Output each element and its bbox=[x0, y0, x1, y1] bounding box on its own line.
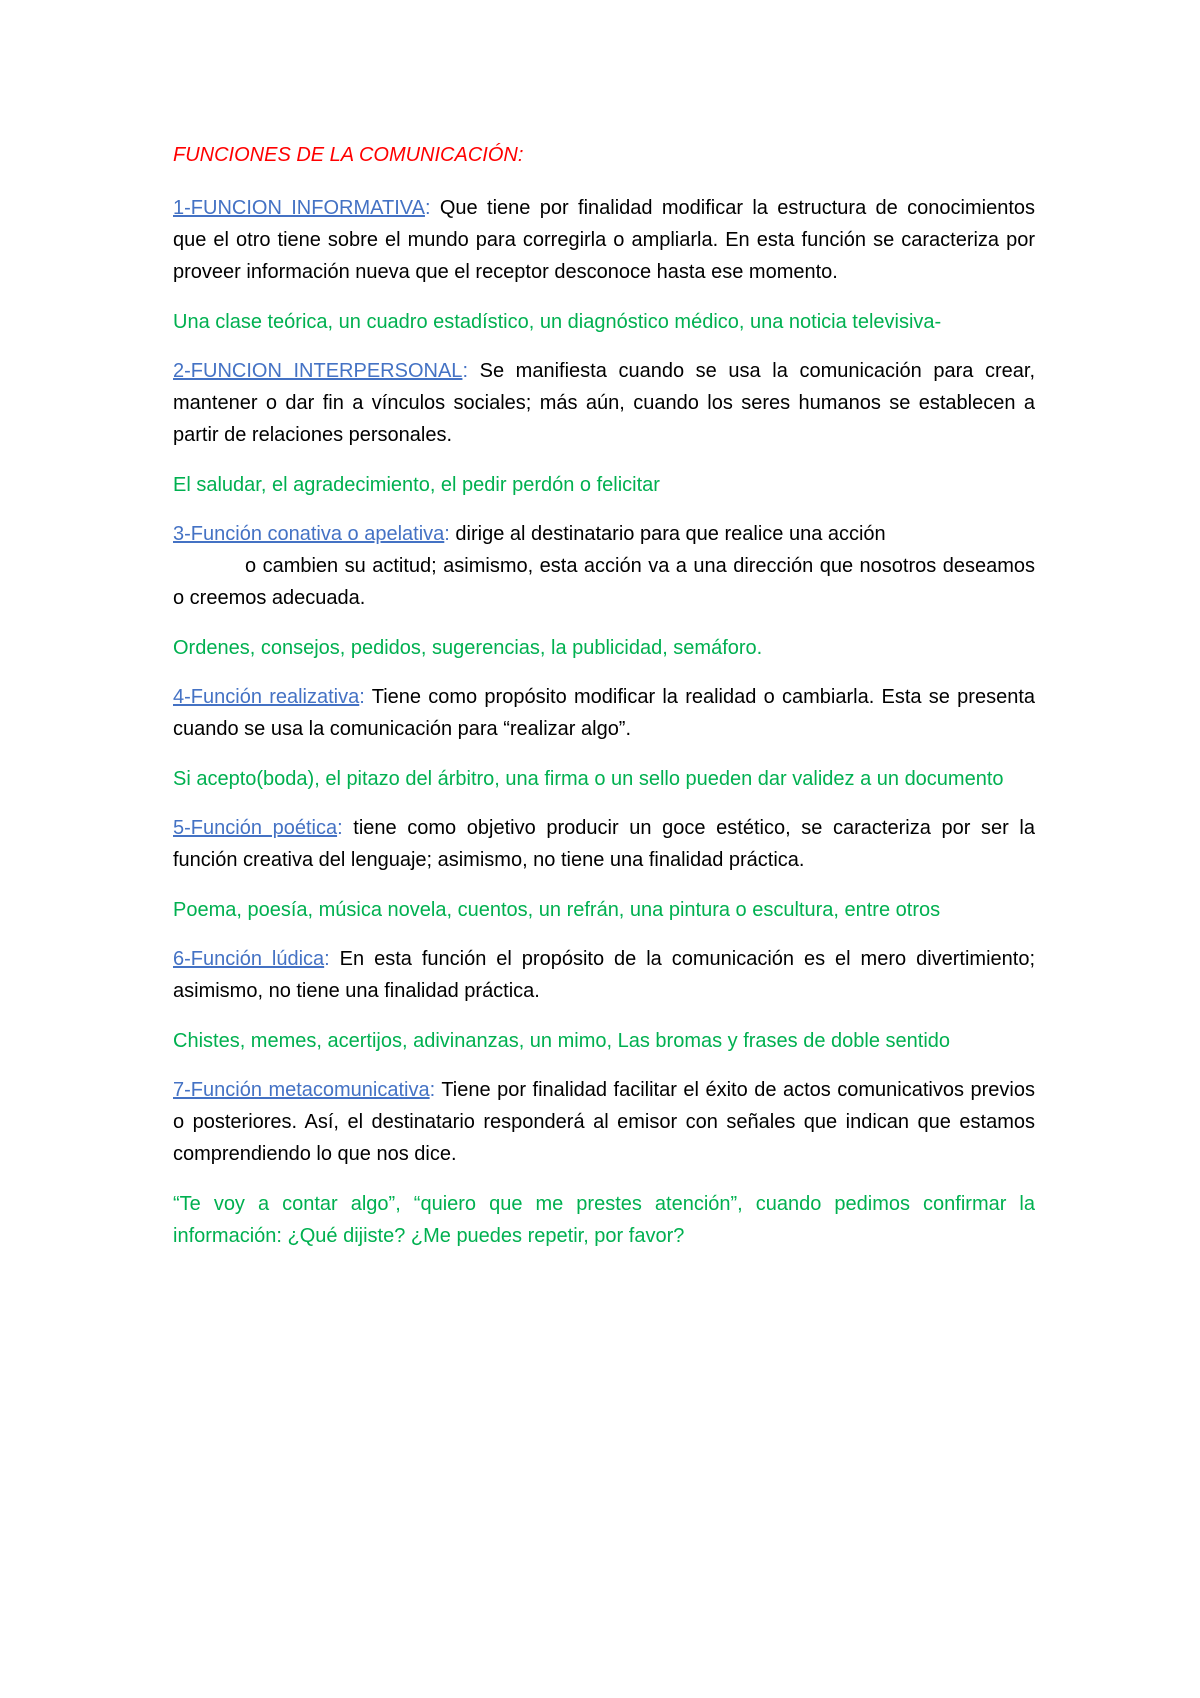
definition-text: Tiene por finalidad facilitar el éxito de actos comunicativos previos o posteriores. Así, el destinatario responderá al emisor con señales que indican que estamos comprendiendo lo que nos dice. bbox=[173, 1079, 1035, 1165]
section-heading: 7-Función metacomunicativa bbox=[173, 1079, 430, 1101]
definition-text: Que tiene por finalidad modificar la estructura de conocimientos que el otro tiene sobre el mundo para corregirla o ampliarla. En esta función se caracteriza por proveer información nueva que el receptor desconoce hasta ese momento. bbox=[173, 197, 1035, 283]
section-interpersonal bbox=[173, 355, 1035, 501]
section-heading: 4-Función realizativa bbox=[173, 686, 360, 708]
section-example: Si acepto(boda), el pitazo del árbitro, una firma o un sello pueden dar validez a un documento bbox=[173, 768, 1004, 790]
section-definition: 4-Función realizativa: Tiene como propósito modificar la realidad o cambiarla. Esta se presenta cuando se usa la comunicación para “realizar algo”. bbox=[173, 686, 1036, 740]
section-conativa bbox=[173, 518, 1035, 664]
section-example: Ordenes, consejos, pedidos, sugerencias, la publicidad, semáforo. bbox=[173, 637, 763, 659]
section-metacomunicativa bbox=[173, 1074, 1035, 1252]
section-example: Poema, poesía, música novela, cuentos, un refrán, una pintura o escultura, entre otros bbox=[173, 899, 941, 921]
section-definition: 2-FUNCION INTERPERSONAL: Se manifiesta cuando se usa la comunicación para crear, mantener o dar fin a vínculos sociales; más aún, cuando los seres humanos se establecen a partir de relaciones personales. bbox=[173, 360, 1035, 446]
section-example: El saludar, el agradecimiento, el pedir perdón o felicitar bbox=[173, 474, 660, 496]
section-definition: 3-Función conativa o apelativa: dirige al destinatario para que realice una acción o cambien su actitud; asimismo, esta acción va a una dirección que nosotros deseamos o creemos adecuada. bbox=[173, 523, 1035, 609]
section-heading: 2-FUNCION INTERPERSONAL bbox=[173, 360, 463, 382]
section-heading: 3-Función conativa o apelativa bbox=[173, 523, 445, 545]
document-title: FUNCIONES DE LA COMUNICACIÓN: bbox=[173, 144, 524, 166]
definition-text: En esta función el propósito de la comunicación es el mero divertimiento; asimismo, no tiene una finalidad práctica. bbox=[173, 948, 1036, 1002]
section-heading: 6-Función lúdica bbox=[173, 948, 325, 970]
section-example: “Te voy a contar algo”, “quiero que me prestes atención”, cuando pedimos confirmar la información: ¿Qué dijiste? ¿Me puedes repetir, por favor? bbox=[173, 1193, 1035, 1247]
section-informativa bbox=[173, 192, 1035, 338]
definition-text-continued: o cambien su actitud; asimismo, esta acción va a una dirección que nosotros deseamos o creemos adecuada. bbox=[173, 555, 1035, 609]
definition-text: tiene como objetivo producir un goce estético, se caracteriza por ser la función creativa del lenguaje; asimismo, no tiene una finalidad práctica. bbox=[173, 817, 1035, 871]
section-realizativa bbox=[173, 681, 1035, 795]
definition-text: Se manifiesta cuando se usa la comunicación para crear, mantener o dar fin a vínculos sociales; más aún, cuando los seres humanos se establecen a partir de relaciones personales. bbox=[173, 360, 1035, 446]
section-example: Chistes, memes, acertijos, adivinanzas, un mimo, Las bromas y frases de doble sentido bbox=[173, 1030, 951, 1052]
section-heading: 5-Función poética bbox=[173, 817, 338, 839]
section-heading: 1-FUNCION INFORMATIVA bbox=[173, 197, 425, 219]
definition-text: dirige al destinatario para que realice una acción bbox=[455, 523, 886, 545]
document-page bbox=[173, 140, 1035, 1269]
section-definition: 7-Función metacomunicativa: Tiene por finalidad facilitar el éxito de actos comunicativos previos o posteriores. Así, el destinatario responderá al emisor con señales que indican que estamos comprendiendo lo que nos dice. bbox=[173, 1079, 1035, 1165]
section-example: Una clase teórica, un cuadro estadístico, un diagnóstico médico, una noticia televisiva- bbox=[173, 311, 942, 333]
definition-text: Tiene como propósito modificar la realidad o cambiarla. Esta se presenta cuando se usa la comunicación para “realizar algo”. bbox=[173, 686, 1036, 740]
section-ludica bbox=[173, 943, 1035, 1057]
section-definition: 1-FUNCION INFORMATIVA: Que tiene por finalidad modificar la estructura de conocimientos que el otro tiene sobre el mundo para corregirla o ampliarla. En esta función se caracteriza por proveer información nueva que el receptor desconoce hasta ese momento. bbox=[173, 197, 1035, 283]
section-definition: 5-Función poética: tiene como objetivo producir un goce estético, se caracteriza por ser la función creativa del lenguaje; asimismo, no tiene una finalidad práctica. bbox=[173, 817, 1035, 871]
section-poetica bbox=[173, 812, 1035, 926]
section-definition: 6-Función lúdica: En esta función el propósito de la comunicación es el mero divertimiento; asimismo, no tiene una finalidad práctica. bbox=[173, 948, 1036, 1002]
